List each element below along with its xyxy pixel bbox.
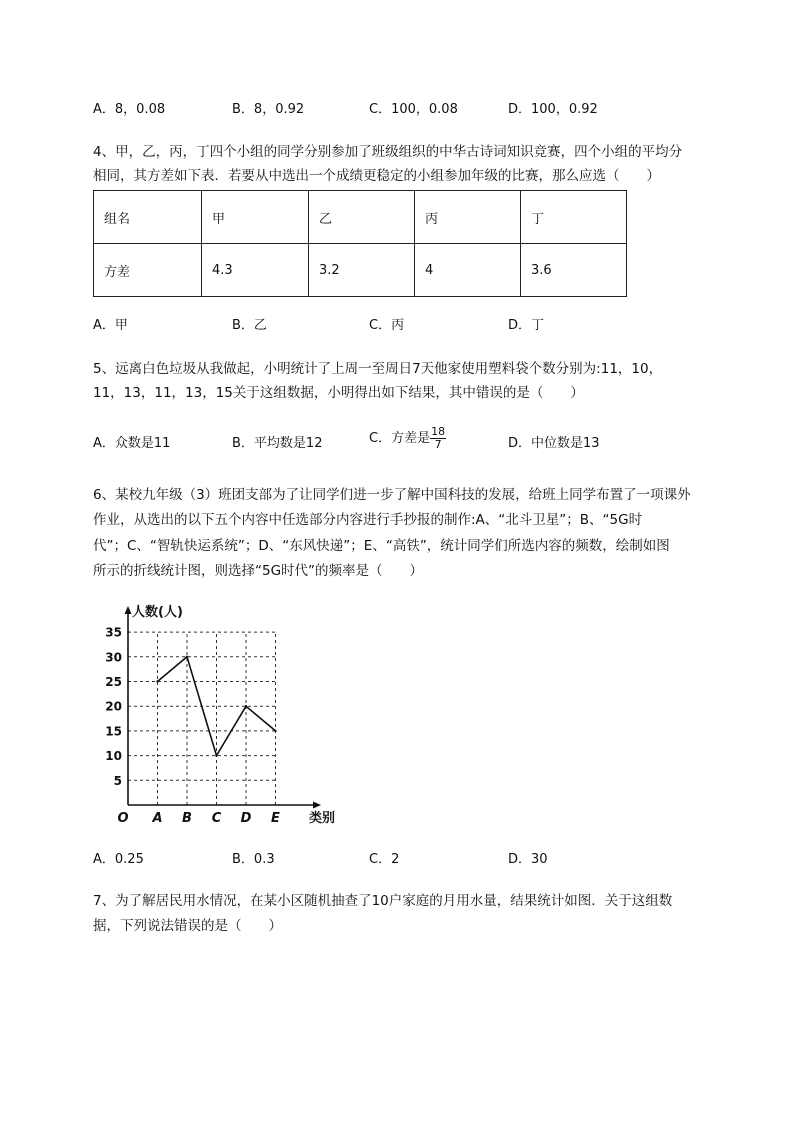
series-line-segment xyxy=(246,706,276,731)
x-axis-title: 类别 xyxy=(309,811,336,826)
q7-stem-line-2: 据，下列说法错误的是（ ） xyxy=(93,918,282,934)
q7-stem-line-1: 7、为了解居民用水情况，在某小区随机抽查了10户家庭的月用水量，结果统计如图．关于这组数 xyxy=(93,893,673,909)
q4-option-d[interactable]: D．丁 xyxy=(508,318,545,333)
y-tick-label: 10 xyxy=(105,749,122,764)
q6-option-b[interactable]: B．0.3 xyxy=(232,852,275,867)
q5-option-c-label: C．方差是 xyxy=(369,431,431,446)
q3-option-b[interactable]: B．8，0.92 xyxy=(232,102,305,117)
table-cell: 3.6 xyxy=(521,244,627,297)
y-tick-label: 5 xyxy=(113,773,122,788)
x-tick-label: C xyxy=(211,811,222,826)
q4-option-c[interactable]: C．丙 xyxy=(369,318,405,333)
q4-option-b[interactable]: B．乙 xyxy=(232,318,267,333)
table-cell: 丙 xyxy=(415,191,521,244)
y-axis-arrow xyxy=(125,606,132,614)
q5-stem-line-1: 5、远离白色垃圾从我做起，小明统计了上周一至周日7天他家使用塑料袋个数分别为:11，10， xyxy=(93,361,663,377)
table-cell: 甲 xyxy=(202,191,309,244)
q5-option-b[interactable]: B．平均数是12 xyxy=(232,436,323,451)
data-point xyxy=(156,680,158,682)
q6-option-d[interactable]: D．30 xyxy=(508,852,548,867)
x-tick-label: E xyxy=(271,811,280,826)
x-axis-arrow xyxy=(313,802,321,809)
q4-option-a[interactable]: A．甲 xyxy=(93,318,128,333)
q6-stem-line-2: 作业，从选出的以下五个内容中任选部分内容进行手抄报的制作:A、“北斗卫星”；B、“5G时 xyxy=(93,512,643,528)
y-tick-label: 35 xyxy=(105,625,122,640)
q5-option-a[interactable]: A．众数是11 xyxy=(93,436,171,451)
q5-option-c[interactable] xyxy=(369,426,446,451)
data-point xyxy=(186,656,188,658)
fraction xyxy=(430,426,446,451)
fraction-denominator: 7 xyxy=(434,438,442,451)
y-tick-label: 20 xyxy=(105,699,122,714)
y-tick-label: 25 xyxy=(105,675,122,689)
table-cell: 组名 xyxy=(94,191,202,244)
q6-stem-line-1: 6、某校九年级（3）班团支部为了让同学们进一步了解中国科技的发展，给班上同学布置了一项课外 xyxy=(93,487,691,503)
table-cell: 4 xyxy=(415,244,521,297)
data-point xyxy=(215,754,217,756)
y-axis-title: 人数(人) xyxy=(132,605,183,620)
q3-option-d[interactable]: D．100，0.92 xyxy=(508,102,598,117)
y-tick-label: 30 xyxy=(105,650,122,665)
table-row xyxy=(94,244,627,297)
q5-stem-line-2: 11，13，11，13，15关于这组数据，小明得出如下结果，其中错误的是（ ） xyxy=(93,385,584,401)
origin-label: O xyxy=(117,811,129,826)
table-cell: 方差 xyxy=(94,244,202,297)
q4-stem-line-2: 相同，其方差如下表．若要从中选出一个成绩更稳定的小组参加年级的比赛，那么应选（ ） xyxy=(93,168,660,184)
fraction-numerator: 18 xyxy=(431,425,446,438)
table-cell: 丁 xyxy=(521,191,627,244)
series-line-segment xyxy=(158,657,188,682)
q6-stem-line-3: 代”；C、“智轨快运系统”；D、“东风快递”；E、“高铁”，统计同学们所选内容的频数，绘制如图 xyxy=(93,538,670,554)
y-tick-label: 15 xyxy=(105,724,122,739)
q4-stem-line-1: 4、甲，乙，丙，丁四个小组的同学分别参加了班级组织的中华古诗词知识竞赛，四个小组的平均分 xyxy=(93,144,683,160)
table-cell: 4.3 xyxy=(202,244,309,297)
x-tick-label: B xyxy=(182,811,192,826)
line-chart xyxy=(100,600,350,830)
variance-table xyxy=(93,190,627,297)
q6-option-c[interactable]: C．2 xyxy=(369,852,400,867)
data-point xyxy=(274,730,276,732)
q5-option-d[interactable]: D．中位数是13 xyxy=(508,436,600,451)
x-tick-label: A xyxy=(152,811,163,826)
x-tick-label: D xyxy=(240,811,252,826)
table-cell: 乙 xyxy=(309,191,415,244)
data-point xyxy=(245,705,247,707)
q6-option-a[interactable]: A．0.25 xyxy=(93,852,144,867)
q3-option-c[interactable]: C．100，0.08 xyxy=(369,102,458,117)
q3-option-a[interactable]: A．8，0.08 xyxy=(93,102,166,117)
table-cell: 3.2 xyxy=(309,244,415,297)
table-row xyxy=(94,191,627,244)
q6-stem-line-4: 所示的折线统计图，则选择“5G时代”的频率是（ ） xyxy=(93,563,424,579)
